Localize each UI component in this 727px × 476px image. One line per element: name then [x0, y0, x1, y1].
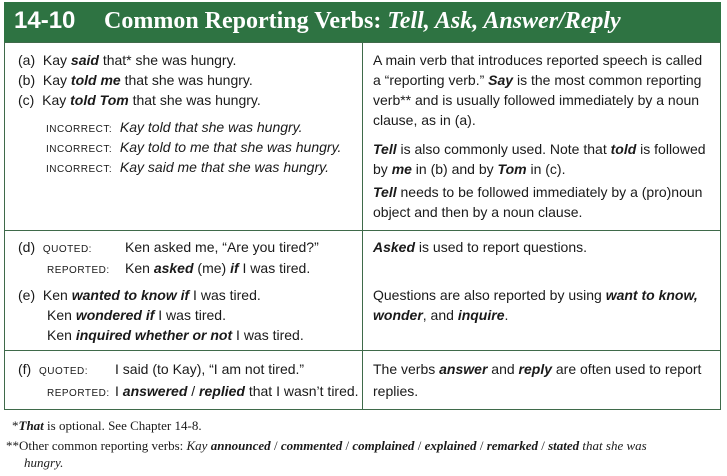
table-row — [5, 351, 720, 409]
example-d-quoted-text: Ken asked me, “Are you tired?” — [125, 239, 319, 255]
table-row — [5, 43, 720, 231]
explanation-line: object and then by a noun clause. — [373, 204, 583, 220]
explanation-line: Tell is also commonly used. Note that told is followed — [373, 141, 706, 157]
explanation-line: Asked is used to report questions. — [373, 239, 588, 255]
grammar-table — [4, 42, 721, 410]
chart-title: Common Reporting Verbs: Tell, Ask, Answer/Reply — [104, 8, 621, 34]
explanation-line: verb** and is usually followed immediately by a noun — [373, 92, 700, 108]
examples-cell — [5, 351, 363, 409]
table-row — [5, 231, 720, 351]
incorrect-1: INCORRECT: Kay told that she was hungry. — [46, 119, 303, 135]
examples-cell — [5, 43, 363, 230]
explanation-cell — [363, 43, 720, 230]
example-f-reported-label: REPORTED: — [47, 388, 110, 399]
chart-number: 14-10 — [14, 7, 76, 34]
explanation-line: Questions are also reported by using want to know, — [373, 287, 698, 303]
footnote-1: *That is optional. See Chapter 14-8. — [12, 418, 202, 433]
explanation-line: The verbs answer and reply are often used to report — [373, 361, 702, 377]
explanation-line: A main verb that introduces reported speech is called — [373, 52, 703, 68]
explanation-cell — [363, 231, 720, 350]
example-e2: Ken wondered if I was tired. — [47, 307, 226, 323]
example-f-quoted: (f) QUOTED: — [18, 361, 89, 377]
example-f-quoted-text: I said (to Kay), “I am not tired.” — [115, 361, 305, 377]
example-d-reported: Ken asked (me) if I was tired. — [125, 260, 311, 276]
explanation-line: a “reporting verb.” Say is the most common reporting — [373, 72, 702, 88]
explanation-line: wonder, and inquire. — [373, 307, 509, 323]
example-d-reported-label: REPORTED: — [47, 265, 110, 276]
explanation-line: Tell needs to be followed immediately by a (pro)noun — [373, 184, 703, 200]
example-d-quoted: (d) QUOTED: — [18, 239, 92, 255]
example-e1: (e) Ken wanted to know if I was tired. — [18, 287, 261, 303]
example-f-reported: I answered / replied that I wasn’t tired. — [115, 383, 359, 399]
explanation-line: by me in (b) and by Tom in (c). — [373, 161, 566, 177]
chart-header — [4, 2, 721, 42]
example-c: (c) Kay told Tom that she was hungry. — [18, 92, 261, 108]
explanation-cell — [363, 351, 720, 409]
example-a: (a) Kay said that* she was hungry. — [18, 52, 237, 68]
example-e3: Ken inquired whether or not I was tired. — [47, 327, 304, 343]
footnote-2: **Other common reporting verbs: Kay announced / commented / complained / explained / remarked / stated that she was — [6, 438, 647, 453]
explanation-line: replies. — [373, 383, 419, 399]
footnote-2-continued: hungry. — [24, 455, 64, 470]
example-b: (b) Kay told me that she was hungry. — [18, 72, 253, 88]
examples-cell — [5, 231, 363, 350]
explanation-line: clause, as in (a). — [373, 112, 476, 128]
incorrect-3: INCORRECT: Kay said me that she was hungry. — [46, 159, 329, 175]
incorrect-2: INCORRECT: Kay told to me that she was hungry. — [46, 139, 342, 155]
